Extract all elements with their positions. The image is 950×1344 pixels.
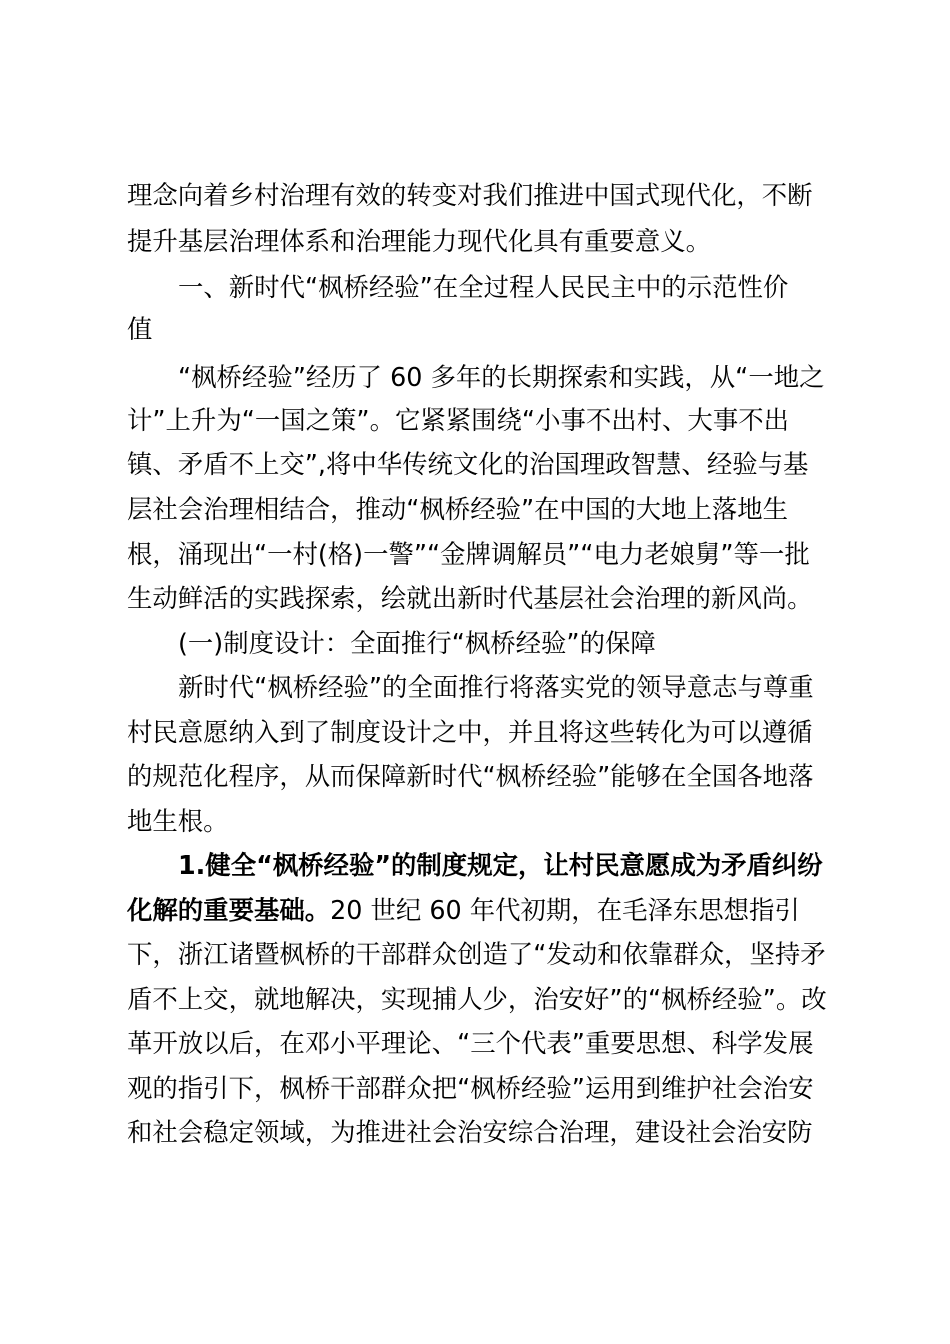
text-line: “枫桥经验”经历了 60 多年的长期探索和实践，从“一地之 xyxy=(178,362,825,392)
section-heading-continued: 值 xyxy=(127,314,153,344)
text-line: 根，涌现出“一村(格)一警”“金牌调解员”“电力老娘舅”等一批 xyxy=(127,539,810,569)
text-line: 下，浙江诸暨枫桥的干部群众创造了“发动和依靠群众，坚持矛 xyxy=(127,939,826,969)
text-line: 盾不上交，就地解决，实现捕人少，治安好”的“枫桥经验”。改 xyxy=(127,984,827,1014)
text-line: 观的指引下，枫桥干部群众把“枫桥经验”运用到维护社会治安 xyxy=(127,1073,814,1103)
text-line: 新时代“枫桥经验”的全面推行将落实党的领导意志与尊重 xyxy=(178,672,814,702)
text-line: 村民意愿纳入到了制度设计之中，并且将这些转化为可以遵循 xyxy=(127,717,813,747)
mixed-line xyxy=(127,887,800,933)
text-line: 和社会稳定领域，为推进社会治安综合治理，建设社会治安防 xyxy=(127,1117,813,1147)
text-line: 地生根。 xyxy=(127,806,229,836)
text-line: 理念向着乡村治理有效的转变对我们推进中国式现代化，不断 xyxy=(127,180,813,210)
section-heading: 一、新时代“枫桥经验”在全过程人民民主中的示范性价 xyxy=(178,272,789,302)
text-line: 镇、矛盾不上交”,将中华传统文化的治国理政智慧、经验与基 xyxy=(127,449,809,479)
text-line: 革开放以后，在邓小平理论、“三个代表”重要思想、科学发展 xyxy=(127,1028,814,1058)
text-line: 的规范化程序，从而保障新时代“枫桥经验”能够在全国各地落 xyxy=(127,761,814,791)
text-line: 层社会治理相结合，推动“枫桥经验”在中国的大地上落地生 xyxy=(127,494,789,524)
text-line: 提升基层治理体系和治理能力现代化具有重要意义。 xyxy=(127,226,711,256)
subsection-heading: (一)制度设计：全面推行“枫桥经验”的保障 xyxy=(178,628,656,658)
text-line: 生动鲜活的实践探索，绘就出新时代基层社会治理的新风尚。 xyxy=(127,583,813,613)
bold-heading: 1.健全“枫桥经验”的制度规定，让村民意愿成为矛盾纠纷 xyxy=(178,850,823,880)
bold-heading-continued: 化解的重要基础。 xyxy=(127,895,331,925)
text-line: 计”上升为“一国之策”。它紧紧围绕“小事不出村、大事不出 xyxy=(127,405,789,435)
text-span: 20 世纪 60 年代初期，在毛泽东思想指引 xyxy=(330,895,800,925)
